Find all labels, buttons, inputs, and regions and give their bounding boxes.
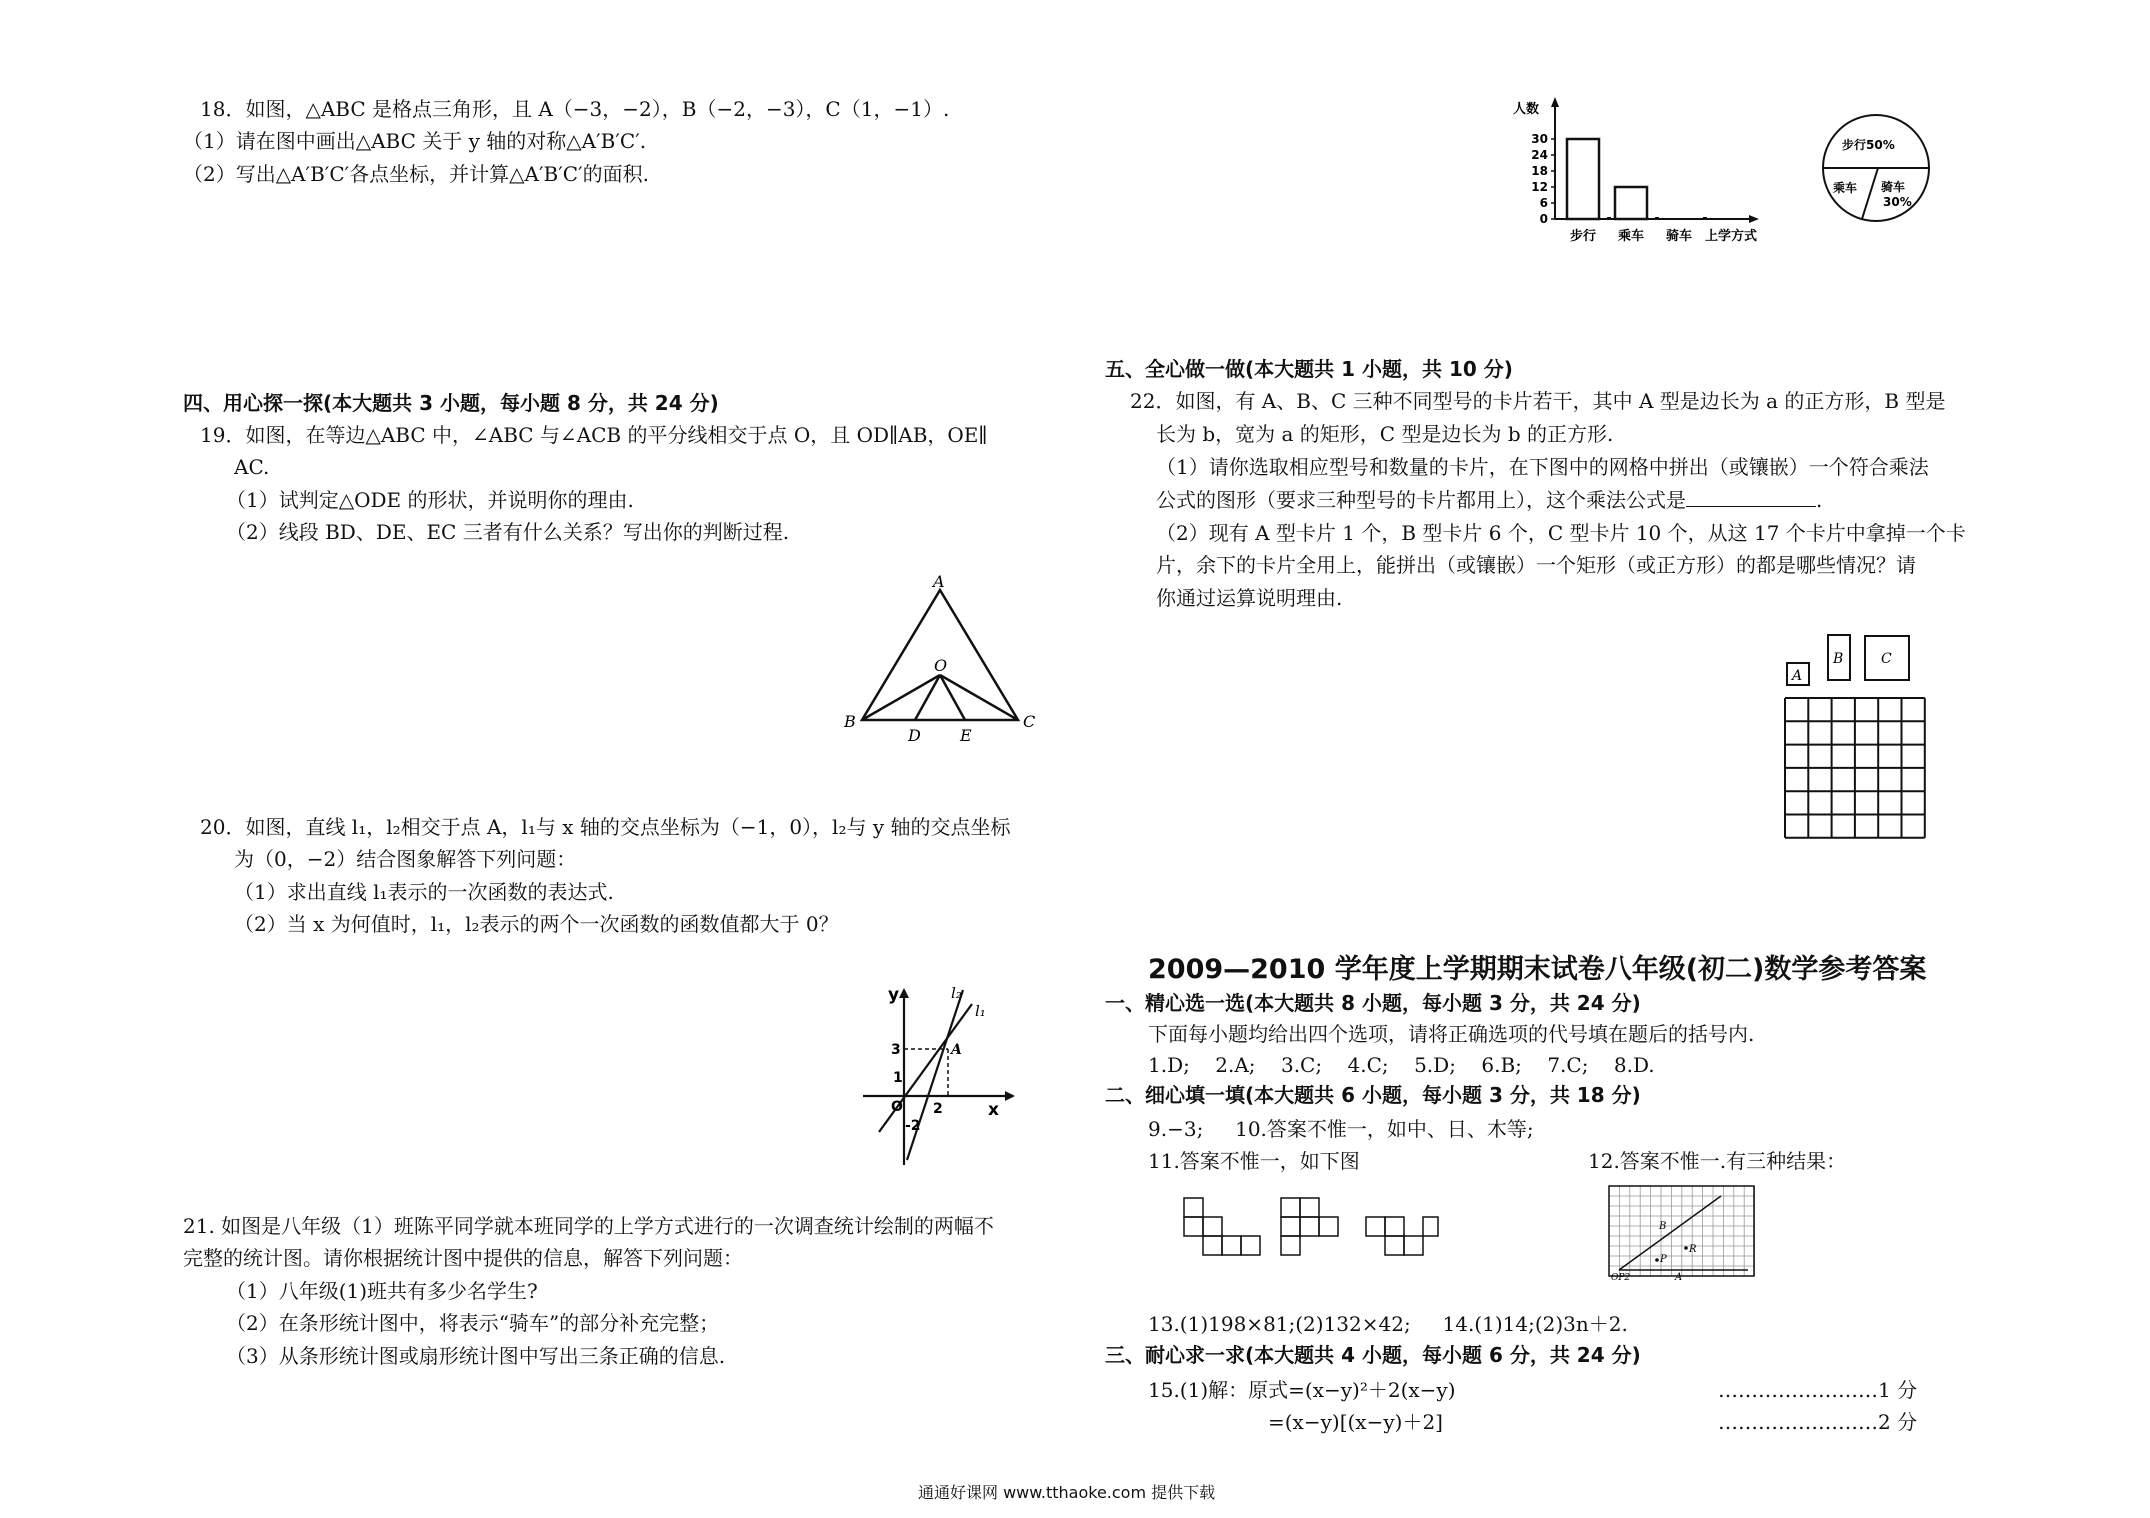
answers-11: 11.答案不惟一，如下图 [1148, 1149, 1360, 1173]
answers-13-14: 13.(1)198×81;(2)132×42; 14.(1)14;(2)3n＋2. [1148, 1312, 1628, 1336]
pie-slice-bus: 乘车 [1833, 181, 1858, 195]
q12-label-r: R [1689, 1244, 1697, 1255]
q12-label-b: B [1659, 1221, 1667, 1232]
q18-part1: （1）请在图中画出△ABC 关于 y 轴的对称△A′B′C′. [183, 129, 647, 153]
line-l2-label: l₂ [951, 984, 962, 1002]
section4-heading: 四、用心探一探(本大题共 3 小题，每小题 8 分，共 24 分) [183, 391, 719, 415]
line-l1-label: l₁ [975, 1002, 986, 1020]
y-tick-label: 30 [1531, 132, 1548, 146]
q22-line5: （2）现有 A 型卡片 1 个，B 型卡片 6 个，C 型卡片 10 个，从这 17 个卡片中拿掉一个卡 [1156, 521, 1966, 545]
axis-x-label: x [988, 1100, 999, 1120]
q22-line4 [1156, 488, 1822, 512]
pie-chart [1818, 112, 1938, 227]
axis-y-label: y [888, 985, 900, 1005]
y-tick-label: 0 [1539, 212, 1548, 226]
q22-line1: 22．如图，有 A、B、C 三种不同型号的卡片若干，其中 A 型是边长为 a 的正方形，B 型是 [1130, 389, 1946, 413]
q21-stem-line1: 21. 如图是八年级（1）班陈平同学就本班同学的上学方式进行的一次调查统计绘制的两幅不 [183, 1214, 994, 1238]
section5-heading: 五、全心做一做(本大题共 1 小题，共 10 分) [1105, 357, 1513, 381]
answers-section1: 一、精心选一选(本大题共 8 小题，每小题 3 分，共 24 分) [1105, 991, 1641, 1015]
answers-12: 12.答案不惟一.有三种结果： [1588, 1149, 1847, 1173]
chart-ylabel: 人数 [1513, 102, 1540, 117]
label-e: E [960, 726, 972, 745]
q21-stem-line2: 完整的统计图。请你根据统计图中提供的信息，解答下列问题： [183, 1246, 743, 1270]
card-b-label: B [1833, 651, 1844, 667]
card-a-label: A [1792, 668, 1803, 684]
equilateral-triangle-figure [840, 570, 1040, 750]
tick-neg2: -2 [905, 1118, 921, 1134]
q19-part1: （1）试判定△ODE 的形状，并说明你的理由. [226, 488, 634, 512]
q20-part1: （1）求出直线 l₁表示的一次函数的表达式. [234, 880, 614, 904]
y-tick-label: 24 [1531, 148, 1548, 162]
answers-section2: 二、细心填一填(本大题共 6 小题，每小题 3 分，共 18 分) [1105, 1083, 1641, 1107]
label-b: B [844, 712, 856, 731]
bar-0 [1567, 139, 1599, 219]
q19-part2: （2）线段 BD、DE、EC 三者有什么关系？写出你的判断过程. [226, 520, 790, 544]
q19-stem-line2: AC. [234, 455, 270, 479]
q12-grid-figure [1605, 1182, 1760, 1282]
q18-part2: （2）写出△A′B′C′各点坐标，并计算△A′B′C′的面积. [183, 162, 649, 186]
answers-15-line1-score: ……………………1 分 [1718, 1378, 1918, 1402]
bar-1 [1615, 187, 1647, 219]
q20-stem-line1: 20．如图，直线 l₁，l₂相交于点 A，l₁与 x 轴的交点坐标为（−1，0），l₂与 y 轴的交点坐标 [200, 815, 1011, 839]
q20-stem-line2: 为（0，−2）结合图象解答下列问题： [234, 847, 577, 871]
tick-2: 2 [933, 1101, 943, 1117]
q12-label-p: P [1660, 1254, 1667, 1265]
pie-slice-bike-label: 骑车 [1881, 180, 1906, 194]
q19-stem-line1: 19．如图，在等边△ABC 中，∠ABC 与∠ACB 的平分线相交于点 O，且 OD∥AB，OE∥ [200, 423, 988, 447]
pie-slice-bike-pct: 30% [1883, 195, 1912, 209]
q21-part3: （3）从条形统计图或扇形统计图中写出三条正确的信息. [226, 1344, 726, 1368]
pie-slice-walk: 步行50% [1842, 138, 1895, 152]
answers-15-line1: 15.(1)解：原式=(x−y)²＋2(x−y) [1148, 1378, 1456, 1402]
bar-chart [1505, 95, 1805, 255]
q22-line7: 你通过运算说明理由. [1156, 586, 1343, 610]
footer-credit[interactable]: 通通好课网 www.tthaoke.com 提供下载 [918, 1483, 1216, 1502]
card-c-label: C [1881, 651, 1892, 667]
q21-part1: （1）八年级(1)班共有多少名学生? [226, 1279, 538, 1303]
category-label-2: 骑车 [1665, 229, 1693, 244]
y-tick-label: 6 [1539, 196, 1548, 210]
y-tick-label: 18 [1531, 164, 1548, 178]
linear-functions-graph [855, 980, 1035, 1170]
cards-and-grid-figure [1775, 630, 1950, 845]
q21-part2: （2）在条形统计图中，将表示“骑车”的部分补充完整； [226, 1311, 720, 1335]
origin-label: O [891, 1099, 903, 1115]
q12-label-a: A [1675, 1272, 1683, 1282]
answers-15-line2-score: ……………………2 分 [1718, 1410, 1918, 1434]
answers-mc: 1.D; 2.A; 3.C; 4.C; 5.D; 6.B; 7.C; 8.D. [1148, 1053, 1655, 1077]
tick-3: 3 [891, 1042, 901, 1058]
answers-section1-note: 下面每小题均给出四个选项，请将正确选项的代号填在题后的括号内. [1148, 1022, 1755, 1046]
label-d: D [908, 726, 921, 745]
chart-xlabel: 上学方式 [1705, 229, 1758, 244]
q20-part2: （2）当 x 为何值时，l₁，l₂表示的两个一次函数的函数值都大于 0？ [234, 912, 839, 936]
q22-line6: 片，余下的卡片全用上，能拼出（或镶嵌）一个矩形（或正方形）的都是哪些情况？请 [1156, 553, 1916, 577]
label-a: A [933, 572, 945, 591]
label-c: C [1023, 712, 1036, 731]
q22-line2: 长为 b，宽为 a 的矩形，C 型是边长为 b 的正方形. [1156, 422, 1614, 446]
answers-title: 2009—2010 学年度上学期期末试卷八年级(初二)数学参考答案 [1148, 954, 1927, 985]
answers-section3: 三、耐心求一求(本大题共 4 小题，每小题 6 分，共 24 分) [1105, 1343, 1641, 1367]
answer-blank[interactable] [1686, 488, 1816, 507]
category-label-1: 乘车 [1617, 229, 1645, 244]
category-label-0: 步行 [1569, 229, 1597, 244]
q22-line4-text: 公式的图形（要求三种型号的卡片都用上），这个乘法公式是 [1156, 488, 1686, 512]
tick-1: 1 [893, 1070, 903, 1086]
answers-9-10: 9.−3; 10.答案不惟一，如中、日、木等; [1148, 1117, 1534, 1141]
q18-stem: 18．如图，△ABC 是格点三角形，且 A（−3，−2），B（−2，−3），C（1，−1）. [200, 97, 950, 121]
q22-line4-end: . [1816, 488, 1823, 512]
label-o: O [934, 656, 948, 675]
cube-nets-figure [1180, 1190, 1440, 1260]
q12-label-op2: OP2 [1611, 1273, 1631, 1282]
answers-15-line2: =(x−y)[(x−y)＋2] [1268, 1410, 1443, 1434]
y-tick-label: 12 [1531, 180, 1548, 194]
point-a-label: A [951, 1042, 962, 1058]
q22-line3: （1）请你选取相应型号和数量的卡片，在下图中的网格中拼出（或镶嵌）一个符合乘法 [1156, 455, 1929, 479]
